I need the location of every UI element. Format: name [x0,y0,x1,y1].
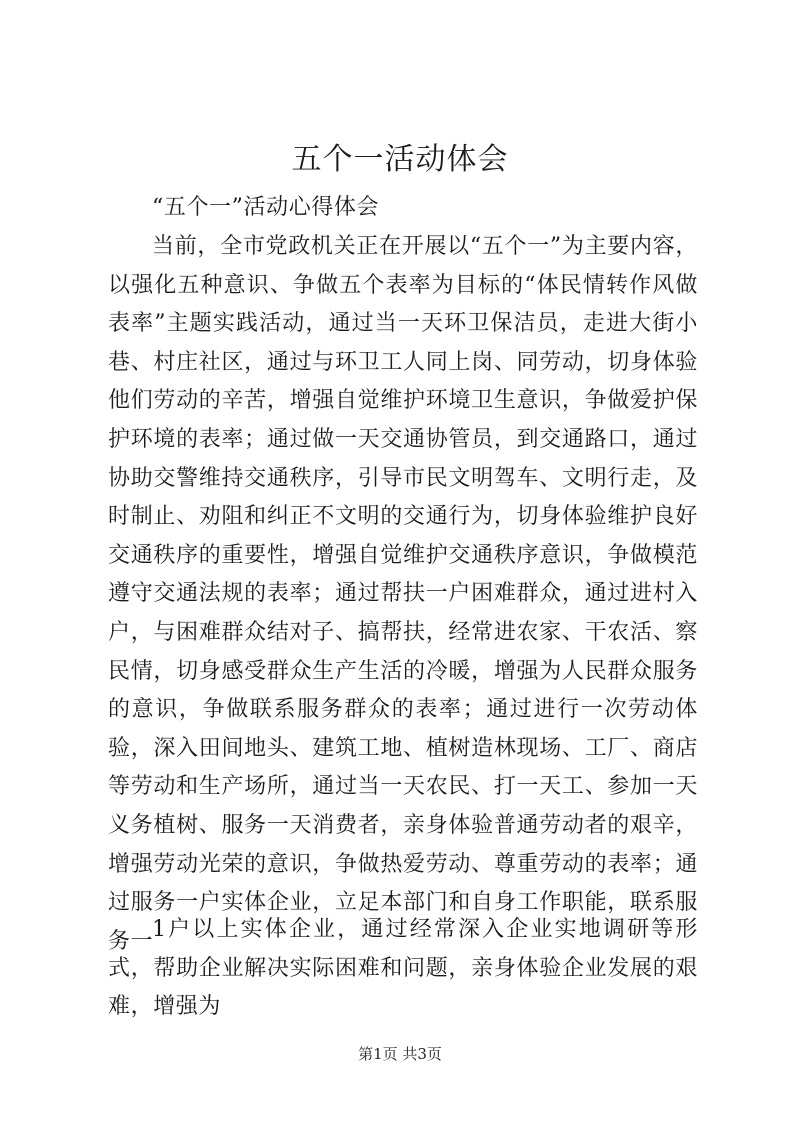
document-title: 五个一活动体会 [291,142,509,177]
document-subtitle: “五个一”活动心得体会 [152,195,380,220]
page-number-footer: 第1页 共3页 [358,1045,442,1063]
body-paragraph-2: 1户以上实体企业，通过经常深入企业实地调研等形式，帮助企业解决实际困难和问题，亲身体验企业发展的艰难，增强为 [108,917,698,1020]
body-paragraph-1: 当前，全市党政机关正在开展以“五个一”为主要内容，以强化五种意识、争做五个表率为目标的“体民情转作风做表率”主题实践活动，通过当一天环卫保洁员，走进大街小巷、村庄社区，通过与环卫工人同上岗、同劳动，切身体验他们劳动的辛苦，增强自觉维护环境卫生意识，争做爱护保护环境的表率；通过做一天交通协管员，到交通路口，通过协助交警维持交通秩序，引导市民文明驾车、文明行走，及时制止、劝阻和纠正不文明的交通行为，切身体验维护良好交通秩序的重要性，增强自觉维护交通秩序意识，争做模范遵守交通法规的表率；通过帮扶一户困难群众，通过进村入户，与困难群众结对子、搞帮扶，经常进农家、干农活、察民情，切身感受群众生产生活的冷暖，增强为人民群众服务的意识，争做联系服务群众的表率；通过进行一次劳动体验，深入田间地头、建筑工地、植树造林现场、工厂、商店等劳动和生产场所，通过当一天农民、打一天工、参加一天义务植树、服务一天消费者，亲身体验普通劳动者的艰辛，增强劳动光荣的意识，争做热爱劳动、尊重劳动的表率；通过服务一户实体企业，立足本部门和自身工作职能，联系服务一 [108,234,698,954]
